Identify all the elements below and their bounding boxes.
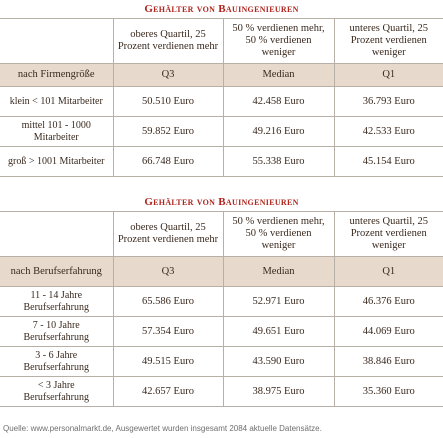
q1-value: 45.154 Euro bbox=[334, 147, 443, 177]
q3-value: 57.354 Euro bbox=[113, 317, 223, 347]
header-q3: Q3 bbox=[113, 64, 223, 87]
header-row bbox=[0, 64, 443, 87]
median-value: 43.590 Euro bbox=[223, 347, 334, 377]
table-row bbox=[0, 147, 443, 177]
header-category: nach Berufserfahrung bbox=[0, 257, 113, 287]
q1-value: 46.376 Euro bbox=[334, 287, 443, 317]
median-value: 52.971 Euro bbox=[223, 287, 334, 317]
salary-table-experience bbox=[0, 193, 443, 407]
row-label: mittel 101 - 1000 Mitarbeiter bbox=[0, 117, 113, 147]
table-row bbox=[0, 317, 443, 347]
header-q3: Q3 bbox=[113, 257, 223, 287]
header-category: nach Firmengröße bbox=[0, 64, 113, 87]
header-q1: Q1 bbox=[334, 64, 443, 87]
row-label: 11 - 14 Jahre Berufserfahrung bbox=[0, 287, 113, 317]
row-label: 3 - 6 Jahre Berufserfahrung bbox=[0, 347, 113, 377]
table-row bbox=[0, 87, 443, 117]
q1-description: unteres Quartil, 25 Prozent verdienen weniger bbox=[334, 212, 443, 257]
column-description-row bbox=[0, 212, 443, 257]
median-value: 42.458 Euro bbox=[223, 87, 334, 117]
table-row bbox=[0, 347, 443, 377]
median-value: 55.338 Euro bbox=[223, 147, 334, 177]
table-title-row bbox=[0, 0, 443, 19]
q1-value: 36.793 Euro bbox=[334, 87, 443, 117]
table-row bbox=[0, 377, 443, 407]
q3-value: 65.586 Euro bbox=[113, 287, 223, 317]
q3-description: oberes Quartil, 25 Prozent verdienen mehr bbox=[113, 19, 223, 64]
blank-cell bbox=[0, 19, 113, 64]
column-description-row bbox=[0, 19, 443, 64]
q3-value: 59.852 Euro bbox=[113, 117, 223, 147]
header-q1: Q1 bbox=[334, 257, 443, 287]
source-note: Quelle: www.personalmarkt.de, Ausgewertet wurden insgesamt 2084 aktuelle Datensätze. bbox=[3, 424, 322, 433]
row-label: klein < 101 Mitarbeiter bbox=[0, 87, 113, 117]
table-title: Gehälter von Bauingenieuren bbox=[0, 0, 443, 19]
q1-value: 35.360 Euro bbox=[334, 377, 443, 407]
median-value: 49.216 Euro bbox=[223, 117, 334, 147]
table-title: Gehälter von Bauingenieuren bbox=[0, 193, 443, 212]
header-median: Median bbox=[223, 257, 334, 287]
median-description: 50 % verdienen mehr, 50 % verdienen weniger bbox=[223, 212, 334, 257]
row-label: 7 - 10 Jahre Berufserfahrung bbox=[0, 317, 113, 347]
q3-description: oberes Quartil, 25 Prozent verdienen mehr bbox=[113, 212, 223, 257]
row-label: < 3 Jahre Berufserfahrung bbox=[0, 377, 113, 407]
median-value: 38.975 Euro bbox=[223, 377, 334, 407]
header-median: Median bbox=[223, 64, 334, 87]
q1-value: 42.533 Euro bbox=[334, 117, 443, 147]
q3-value: 49.515 Euro bbox=[113, 347, 223, 377]
median-value: 49.651 Euro bbox=[223, 317, 334, 347]
q3-value: 50.510 Euro bbox=[113, 87, 223, 117]
table-row bbox=[0, 287, 443, 317]
q1-value: 38.846 Euro bbox=[334, 347, 443, 377]
q1-description: unteres Quartil, 25 Prozent verdienen weniger bbox=[334, 19, 443, 64]
header-row bbox=[0, 257, 443, 287]
blank-cell bbox=[0, 212, 113, 257]
row-label: groß > 1001 Mitarbeiter bbox=[0, 147, 113, 177]
salary-table-company-size bbox=[0, 0, 443, 177]
table-row bbox=[0, 117, 443, 147]
q3-value: 66.748 Euro bbox=[113, 147, 223, 177]
table-title-row bbox=[0, 193, 443, 212]
median-description: 50 % verdienen mehr, 50 % verdienen weniger bbox=[223, 19, 334, 64]
q1-value: 44.069 Euro bbox=[334, 317, 443, 347]
q3-value: 42.657 Euro bbox=[113, 377, 223, 407]
